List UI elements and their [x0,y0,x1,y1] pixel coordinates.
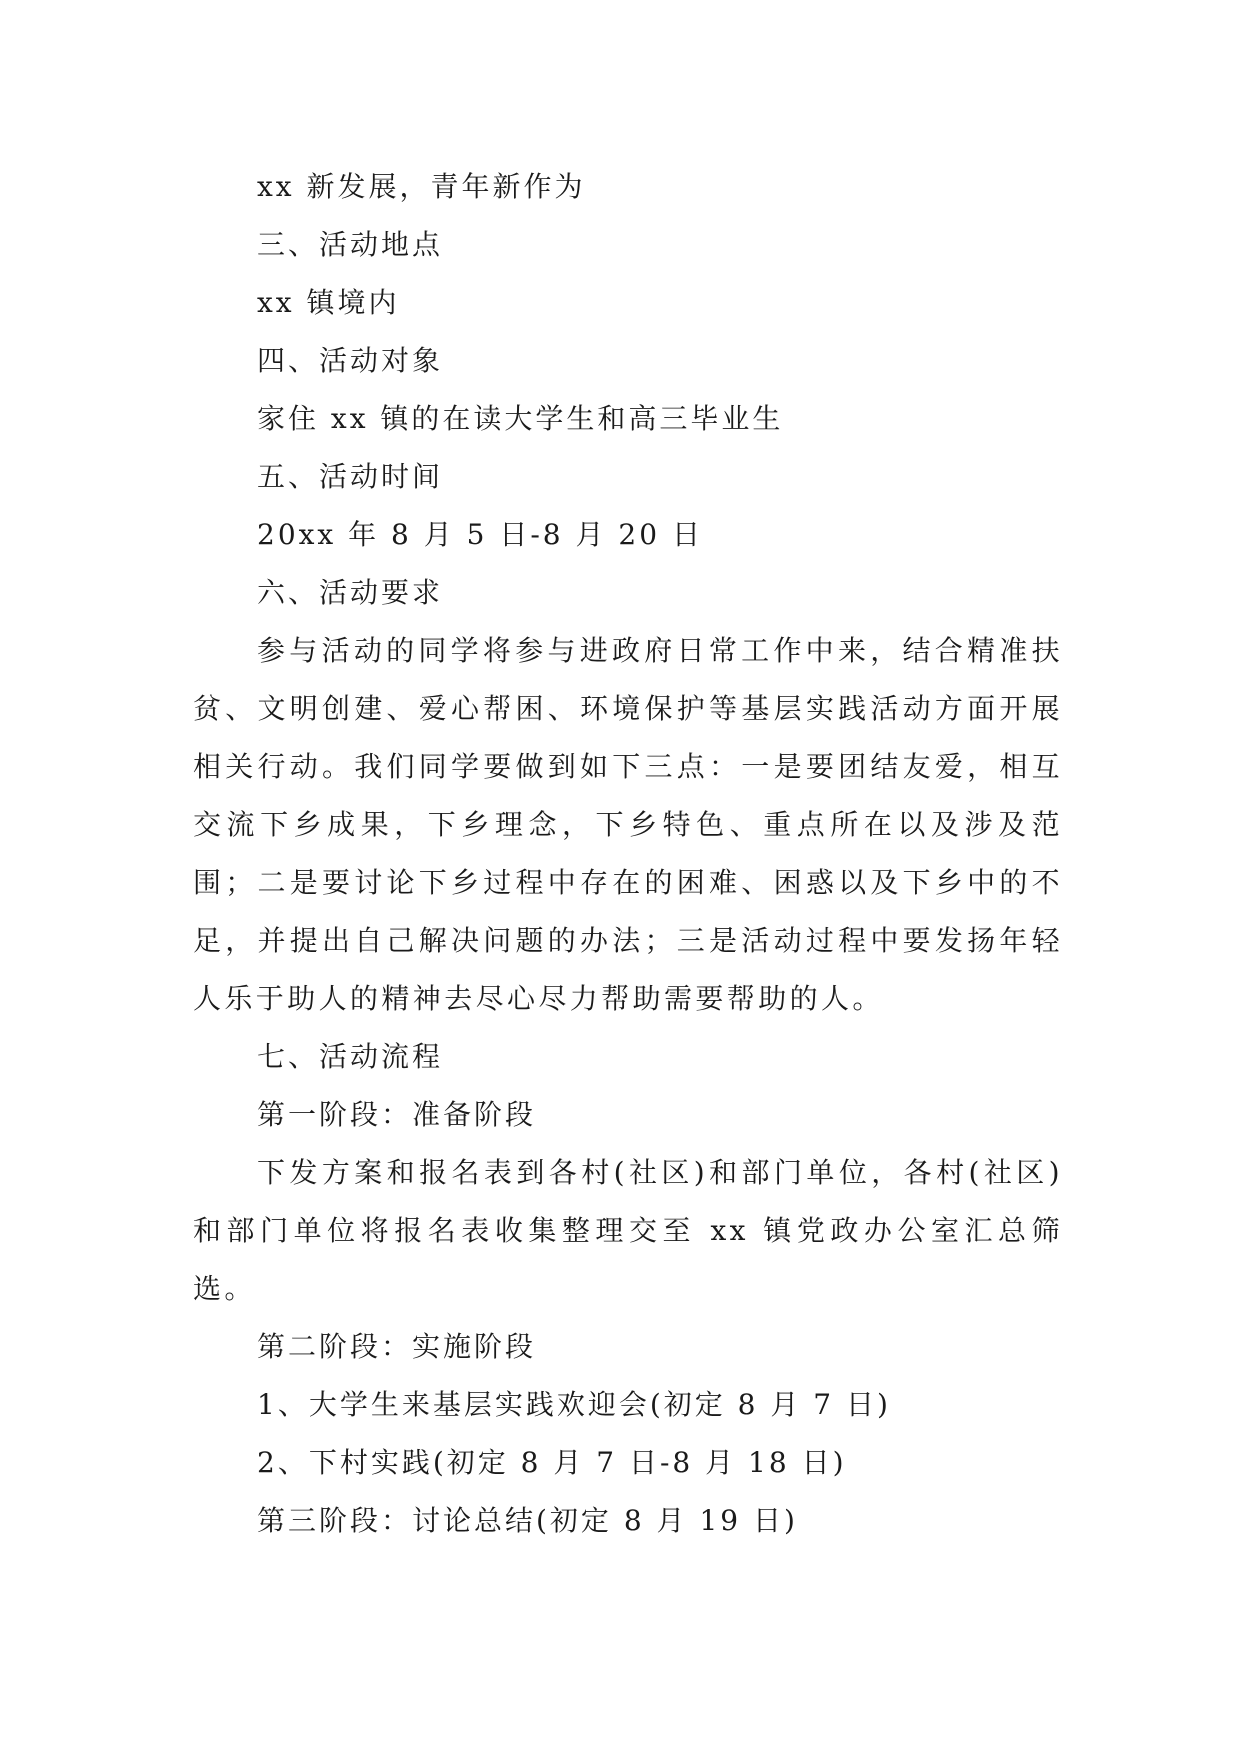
stage1-paragraph: 下发方案和报名表到各村(社区)和部门单位，各村(社区)和部门单位将报名表收集整理交至 xx 镇党政办公室汇总筛选。 [193,1156,1063,1305]
stage1-heading: 第一阶段：准备阶段 [257,1098,537,1131]
requirements-paragraph: 参与活动的同学将参与进政府日常工作中来，结合精准扶贫、文明创建、爱心帮困、环境保护等基层实践活动方面开展相关行动。我们同学要做到如下三点：一是要团结友爱，相互交流下乡成果，下乡理念，下乡特色、重点所在以及涉及范围；二是要讨论下乡过程中存在的困难、困惑以及下乡中的不足，并提出自己解决问题的办法；三是活动过程中要发扬年轻人乐于助人的精神去尽心尽力帮助需要帮助的人。 [193,634,1063,1015]
stage2-heading: 第二阶段：实施阶段 [257,1330,537,1363]
section-heading-participants: 四、活动对象 [257,344,444,377]
participants-text: 家住 xx 镇的在读大学生和高三毕业生 [257,402,784,435]
stage2-item-2: 2、下村实践(初定 8 月 7 日-8 月 18 日) [257,1446,847,1479]
stage3-heading: 第三阶段：讨论总结(初定 8 月 19 日) [257,1504,798,1537]
section-heading-requirements: 六、活动要求 [257,576,444,609]
section-heading-location: 三、活动地点 [257,228,444,261]
theme-line: xx 新发展，青年新作为 [257,170,586,203]
document-body [193,158,1063,1550]
section-heading-process: 七、活动流程 [257,1040,444,1073]
location-text: xx 镇境内 [257,286,400,319]
stage2-item-1: 1、大学生来基层实践欢迎会(初定 8 月 7 日) [257,1388,891,1421]
section-heading-time: 五、活动时间 [257,460,444,493]
time-text: 20xx 年 8 月 5 日-8 月 20 日 [257,518,703,551]
